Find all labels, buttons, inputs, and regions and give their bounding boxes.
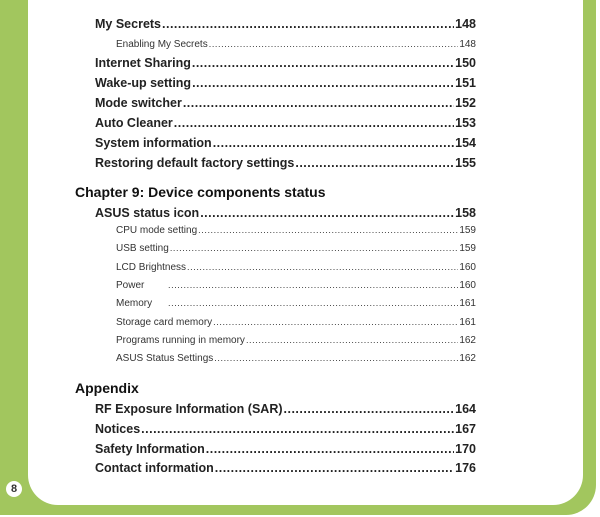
toc-entry[interactable]: Notices ..... 167 <box>95 422 476 436</box>
toc-entry[interactable]: My Secrets ..... 148 <box>95 17 476 31</box>
toc-subentry[interactable]: Storage card memory ..... 161 <box>116 317 476 328</box>
toc-entry[interactable]: Safety Information ..... 170 <box>95 442 476 456</box>
toc-entry[interactable]: Restoring default factory settings ..... 155 <box>95 156 476 170</box>
toc-subentry[interactable]: Power ..... 160 <box>116 280 476 291</box>
chapter-heading: Chapter 9: Device components status <box>75 184 326 200</box>
toc-entry[interactable]: RF Exposure Information (SAR) ..... 164 <box>95 402 476 416</box>
toc-entry[interactable]: Contact information ..... 176 <box>95 461 476 475</box>
toc-subentry[interactable]: Programs running in memory ..... 162 <box>116 335 476 346</box>
toc-subentry[interactable]: ASUS Status Settings ..... 162 <box>116 353 476 364</box>
toc-entry[interactable]: ASUS status icon ..... 158 <box>95 206 476 220</box>
toc-entry[interactable]: Wake-up setting ..... 151 <box>95 76 476 90</box>
toc-subentry[interactable]: CPU mode setting ..... 159 <box>116 225 476 236</box>
toc-subentry[interactable]: Memory ..... 161 <box>116 298 476 309</box>
toc-subentry[interactable]: USB setting ..... 159 <box>116 243 476 254</box>
appendix-heading: Appendix <box>75 380 139 396</box>
toc-subentry[interactable]: LCD Brightness ..... 160 <box>116 262 476 273</box>
toc-entry[interactable]: Internet Sharing ..... 150 <box>95 56 476 70</box>
toc-entry[interactable]: Auto Cleaner ..... 153 <box>95 116 476 130</box>
toc-subentry[interactable]: Enabling My Secrets ..... 148 <box>116 39 476 50</box>
toc-entry[interactable]: System information ..... 154 <box>95 136 476 150</box>
page-number: 8 <box>6 481 22 497</box>
toc-entry[interactable]: Mode switcher ..... 152 <box>95 96 476 110</box>
